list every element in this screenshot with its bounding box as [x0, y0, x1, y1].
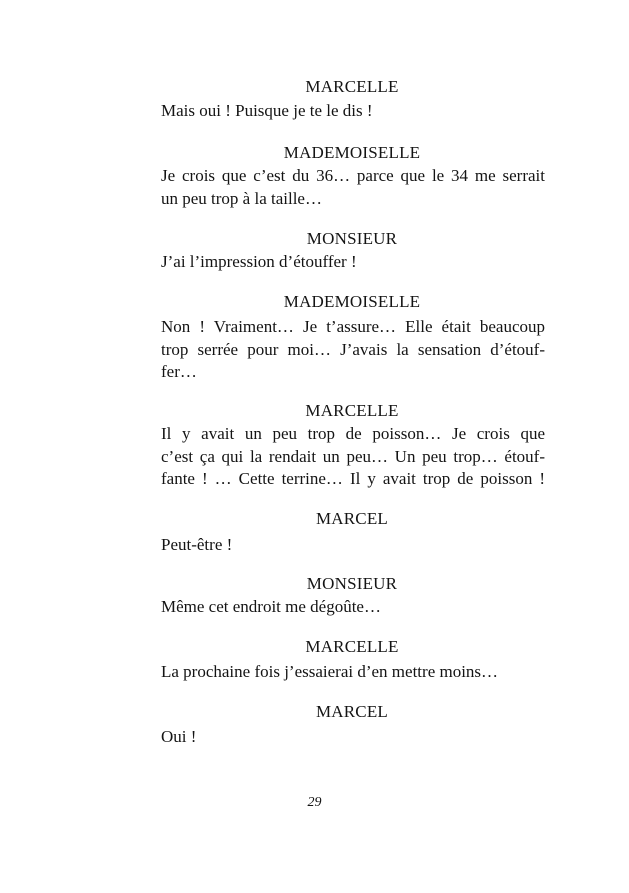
speaker-name: MARCELLE — [305, 77, 399, 96]
dialogue-line: Peut-être ! — [161, 535, 233, 554]
dialogue-line: Il y avait un peu trop de poisson… Je crois que — [161, 424, 545, 443]
speaker-name: MARCELLE — [305, 637, 399, 656]
dialogue-line: Même cet endroit me dégoûte… — [161, 597, 381, 616]
speaker-name: MADEMOISELLE — [283, 292, 421, 311]
dialogue-line: Non ! Vraiment… Je t’assure… Elle était beaucoup — [161, 317, 545, 336]
dialogue-line: fante ! … Cette terrine… Il y avait trop de poisson ! — [161, 469, 545, 488]
dialogue-line: Je crois que c’est du 36… parce que le 34 me serrait — [161, 166, 545, 185]
dialogue-line: La prochaine fois j’essaierai d’en mettre moins… — [161, 662, 499, 681]
speaker-name: MONSIEUR — [306, 574, 398, 593]
dialogue-line: un peu trop à la taille… — [161, 189, 322, 208]
dialogue-line: Mais oui ! Puisque je te le dis ! — [161, 101, 373, 120]
speaker-name: MARCEL — [315, 509, 389, 528]
dialogue-line: trop serrée pour moi… J’avais la sensation d’étouf- — [161, 340, 545, 359]
dialogue-line: c’est ça qui la rendait un peu… Un peu trop… étouf- — [161, 447, 545, 466]
speaker-name: MARCEL — [315, 702, 389, 721]
speaker-name: MONSIEUR — [306, 229, 398, 248]
page-number: 29 — [307, 795, 322, 810]
dialogue-line: Oui ! — [161, 727, 197, 746]
dialogue-line: fer… — [161, 362, 197, 381]
speaker-name: MARCELLE — [305, 401, 399, 420]
speaker-name: MADEMOISELLE — [283, 143, 421, 162]
dialogue-line: J’ai l’impression d’étouffer ! — [161, 252, 357, 271]
